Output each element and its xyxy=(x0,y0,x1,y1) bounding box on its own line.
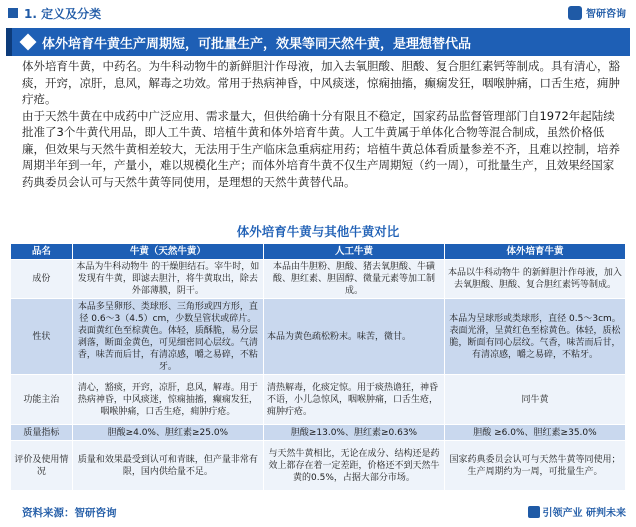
brand-logo xyxy=(568,5,626,20)
paragraph-1: 体外培育牛黄，中药名。为牛科动物牛的新鲜胆汁作母液，加入去氧胆酸、胆酸、复合胆红素钙等制成。具有清心，豁痰，开窍，凉肝，息风，解毒之功效。常用于热病神昏，中风痰迷，惊痫抽搐，癫痫发狂，咽喉肿痛，口舌生疮，痈肿疔疮。 xyxy=(22,59,620,106)
table-cell: 本品为呈球形或类球形，直径 0.5～3cm。表面光滑，呈黄红色至棕黄色。体轻，质松脆，断面有同心层纹。气香，味苦而后甘，有清凉感，嚼之易碎，不粘牙。 xyxy=(444,299,625,375)
row-label: 评价及使用情况 xyxy=(11,441,73,491)
table-row xyxy=(11,260,626,299)
section-title: 1. 定义及分类 xyxy=(24,6,102,21)
table-cell: 本品以牛科动物牛 的新鲜胆汁作母液，加入去氧胆酸、胆酸、复合胆红素钙等制成。 xyxy=(444,260,625,299)
row-label: 功能主治 xyxy=(11,375,73,425)
footer-logo-icon xyxy=(528,506,540,518)
col-header-name: 品名 xyxy=(11,244,73,260)
diamond-icon xyxy=(20,34,37,51)
table-cell: 清热解毒，化痰定惊。用于痰热谵狂，神昏不语，小儿急惊风，咽喉肿痛，口舌生疮，痈肿疔疮。 xyxy=(263,375,444,425)
brand-name: 智研咨询 xyxy=(586,9,626,20)
paragraph-2: 由于天然牛黄在中成药中广泛应用、需求量大，但供给确十分有限且不稳定，国家药品监督管理部门自1972年起陆续批准了3个牛黄代用品，即人工牛黄、培植牛黄和体外培育牛黄。人工牛黄属于单体化合物等混合制成，虽然价格低廉，但效果与天然牛黄相差较大，无法用于生产临床急重病症用药；培植牛黄总体看质量参差不齐，且难以控制，培养周期半年到一年，产量小，难以规模化生产；而体外培育牛黄不仅生产周期短（约一周），可批量生产，且效果经国家药典委员会认可与天然牛黄等同使用，是理想的天然牛黄替代品。 xyxy=(22,108,620,189)
row-label: 成份 xyxy=(11,260,73,299)
table-header-row xyxy=(11,244,626,260)
table-cell: 质量和效果最受到认可和青睐，但产量非常有限，国内供给量不足。 xyxy=(72,441,263,491)
headline-banner xyxy=(6,28,630,56)
table-cell: 胆酸≥13.0%、胆红素≥0.63% xyxy=(263,425,444,441)
table-row xyxy=(11,299,626,375)
body-text xyxy=(22,58,624,190)
row-label: 质量指标 xyxy=(11,425,73,441)
table-cell: 同牛黄 xyxy=(444,375,625,425)
source-note: 资料来源：智研咨询 xyxy=(22,507,117,519)
table-row xyxy=(11,425,626,441)
section-marker-icon xyxy=(8,8,18,18)
table-cell: 本品多呈卵形、类球形、三角形或四方形，直径 0.6～3（4.5）cm，少数呈管状或碎片。表面黄红色至棕黄色。体轻，质酥脆，易分层剥落，断面金黄色，可见细密同心层纹。气清香，味苦而后甘，有清凉感，嚼之易碎，不粘牙。 xyxy=(72,299,263,375)
col-header-natural: 牛黄（天然牛黄） xyxy=(72,244,263,260)
footer-logo xyxy=(528,504,626,519)
table-cell: 本品为黄色疏松粉末。味苦，微甘。 xyxy=(263,299,444,375)
brand-icon xyxy=(568,6,582,20)
row-label: 性状 xyxy=(11,299,73,375)
table-title: 体外培育牛黄与其他牛黄对比 xyxy=(236,224,400,239)
table-cell: 本品为牛科动物牛 的干燥胆结石。宰牛时，如发现有牛黄，即滤去胆汁，将牛黄取出，除去外部薄膜，阴干。 xyxy=(72,260,263,299)
footer-slogan: 引领产业 研判未来 xyxy=(542,508,626,519)
table-row xyxy=(11,375,626,425)
table-cell: 胆酸≥4.0%、胆红素≥25.0% xyxy=(72,425,263,441)
table-cell: 与天然牛黄相比，无论在成分、结构还是药效上都存在着一定差距，价格还不到天然牛黄的0.5%，占据大部分市场。 xyxy=(263,441,444,491)
table-cell: 胆酸 ≥6.0%、胆红素≥35.0% xyxy=(444,425,625,441)
banner-text: 体外培育牛黄生产周期短，可批量生产，效果等同天然牛黄，是理想替代品 xyxy=(42,36,472,52)
table-row xyxy=(11,441,626,491)
col-header-invitro: 体外培育牛黄 xyxy=(444,244,625,260)
col-header-artificial: 人工牛黄 xyxy=(263,244,444,260)
table-cell: 国家药典委员会认可与天然牛黄等同使用；生产周期约为一周，可批量生产。 xyxy=(444,441,625,491)
table-cell: 清心，豁痰，开窍，凉肝，息风，解毒。用于热病神昏，中风痰迷，惊痫抽搐，癫痫发狂，咽喉肿痛，口舌生疮，痈肿疔疮。 xyxy=(72,375,263,425)
table-cell: 本品由牛胆粉、胆酸、猪去氧胆酸、牛磺酸、胆红素、胆固醇、微量元素等加工制成。 xyxy=(263,260,444,299)
top-bar xyxy=(0,0,636,26)
comparison-table xyxy=(10,243,626,491)
